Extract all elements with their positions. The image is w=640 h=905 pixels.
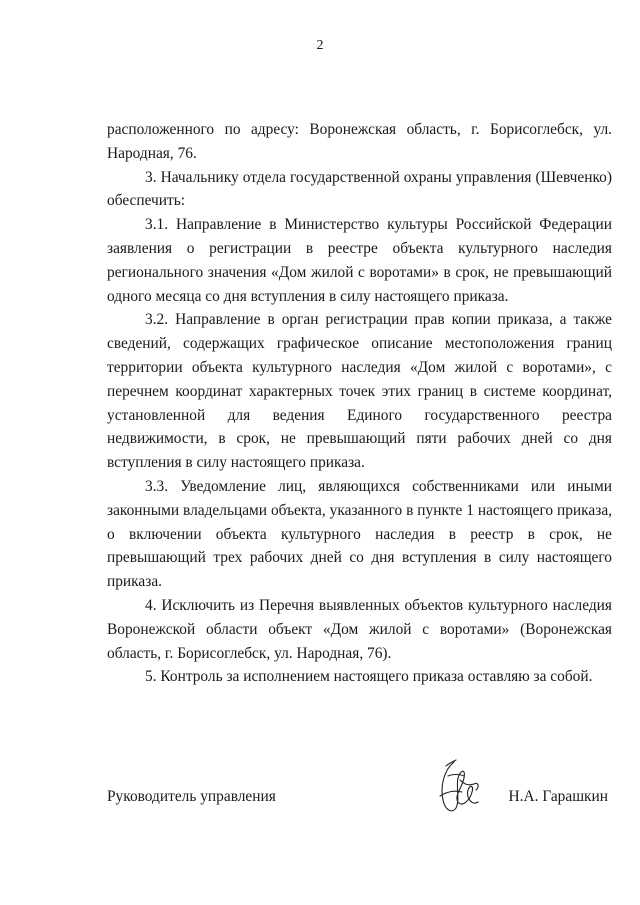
- page-number: 2: [316, 38, 324, 53]
- document-body: [107, 118, 612, 689]
- handwritten-signature: [434, 756, 486, 818]
- signature-block: [107, 783, 612, 823]
- paragraph-item-5: 5. Контроль за исполнением настоящего приказа оставляю за собой.: [145, 668, 593, 686]
- paragraph-address-continuation: расположенного по адресу: Воронежская область, г. Борисоглебск, ул. Народная, 76.: [107, 121, 612, 162]
- signatory-name: Н.А. Гарашкин: [508, 788, 608, 805]
- paragraph-item-3-2: 3.2. Направление в орган регистрации прав копии приказа, а также сведений, содержащих графическое описание местоположения границ территории объекта культурного наследия «Дом жилой с воротами», с перечнем координат характерных точек этих границ в системе координат, установленной для ведения Единого государственного реестра недвижимости, в срок, не превышающий пяти рабочих дней со дня вступления в силу настоящего приказа.: [107, 311, 612, 472]
- paragraph-item-4: 4. Исключить из Перечня выявленных объектов культурного наследия Воронежской области объект «Дом жилой с воротами» (Воронежская область, г. Борисоглебск, ул. Народная, 76).: [107, 596, 612, 662]
- paragraph-item-3-3: 3.3. Уведомление лиц, являющихся собственниками или иными законными владельцами объекта, указанного в пункте 1 настоящего приказа, о включении объекта культурного наследия в реестр в срок, не превышающий трех рабочих дней со дня вступления в силу настоящего приказа.: [107, 477, 612, 591]
- paragraph-item-3: 3. Начальнику отдела государственной охраны управления (Шевченко) обеспечить:: [107, 168, 612, 210]
- paragraph-item-3-1: 3.1. Направление в Министерство культуры Российской Федерации заявления о регистрации в реестре объекта культурного наследия регионального значения «Дом жилой с воротами» в срок, не превышающий одного месяца со дня вступления в силу настоящего приказа.: [107, 216, 612, 305]
- signatory-title: Руководитель управления: [107, 788, 276, 805]
